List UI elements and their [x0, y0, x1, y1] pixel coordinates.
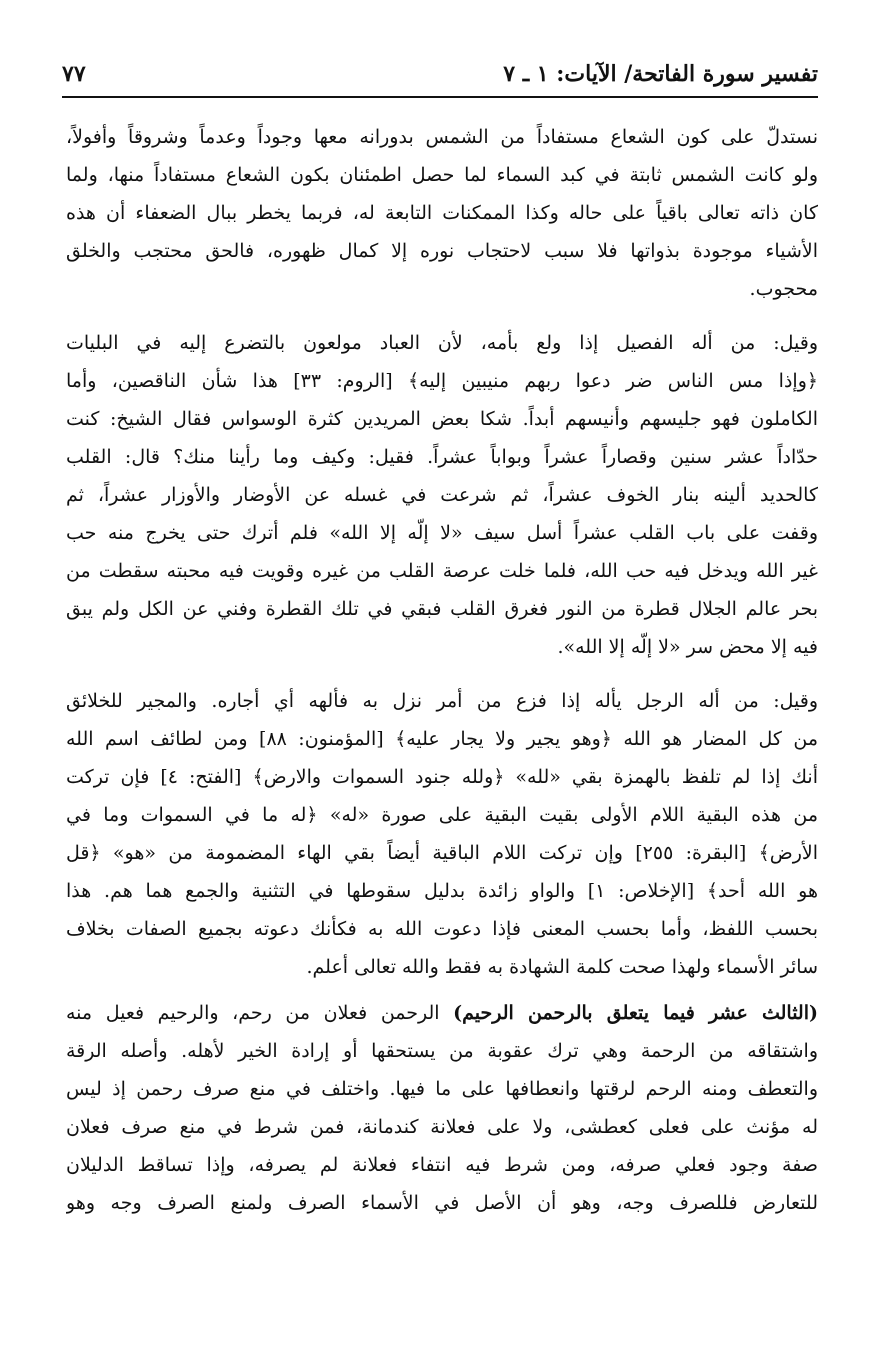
- paragraph-gap: [66, 666, 818, 682]
- text-line: من كل المضار هو الله ﴿وهو يجير ولا يجار عليه﴾ [المؤمنون: ٨٨] ومن لطائف اسم الله: [66, 728, 818, 750]
- paragraph-4: [66, 994, 818, 1222]
- text-line: من هذه البقية اللام الأولى بقيت البقية على صورة «له» ﴿له ما في السموات وما في: [66, 804, 818, 826]
- paragraph-2: [66, 324, 818, 666]
- text-line: هو الله أحد﴾ [الإخلاص: ١] والواو زائدة بدليل سقوطها في التثنية والجمع هما هم. هذا: [66, 880, 818, 902]
- text-line: الأشياء موجودة بذواتها فلا سبب لاحتجاب نوره إلا كمال ظهوره، فالحق محتجب والخلق: [66, 240, 818, 262]
- paragraph-gap: [66, 986, 818, 994]
- section-heading: (الثالث عشر فيما يتعلق بالرحمن الرحيم): [453, 1002, 818, 1024]
- text-line: حدّاداً عشر سنين وقصاراً عشراً وبواباً عشراً. فقيل: وكيف وما رأينا منك؟ قال: القلب: [66, 446, 818, 468]
- text-line: ﴿وإذا مس الناس ضر دعوا ربهم منيبين إليه﴾ [الروم: ٣٣] هذا شأن الناقصين، وأما: [66, 370, 818, 392]
- text-line: وقفت على باب القلب عشراً أسل سيف «لا إلّه إلا الله» فلم أترك حتى يخرج منه حب: [66, 522, 818, 544]
- text-line: الأرض﴾ [البقرة: ٢٥٥] وإن تركت اللام الباقية أيضاً بقي الهاء المضمومة من «هو» ﴿قل: [66, 842, 818, 864]
- heading-line-text: الرحمن فعلان من رحم، والرحيم فعيل منه: [66, 1002, 440, 1024]
- text-line: أنك إذا لم تلفظ بالهمزة بقي «لله» ﴿ولله جنود السموات والارض﴾ [الفتح: ٤] فإن تركت: [66, 766, 818, 788]
- text-line: كالحديد ألينه بنار الخوف عشراً، ثم شرعت في غسله عن الأوضار والأوزار عشراً، ثم: [66, 484, 818, 506]
- text-line: فيه إلا محض سر «لا إلّه إلا الله».: [557, 636, 818, 658]
- text-line: ولو كانت الشمس ثابتة في كبد السماء لما حصل اطمئنان بكون الشعاع مستفاداً منها، ولما: [66, 164, 818, 186]
- page-body: [66, 118, 818, 1222]
- paragraph-3: [66, 682, 818, 986]
- text-line: غير الله ويدخل فيه حب الله، فلما خلت عرصة القلب من غيره وقويت فيه محبته سقطت من: [66, 560, 818, 582]
- running-title: تفسير سورة الفاتحة/ الآيات: ١ ـ ٧: [503, 61, 818, 87]
- text-line: بحسب اللفظ، وأما بحسب المعنى فإذا دعوت الله به فكأنك دعوته بجميع الصفات بخلاف: [66, 918, 818, 940]
- text-line: [66, 994, 818, 1032]
- page-number: ٧٧: [62, 61, 86, 87]
- text-line: وقيل: من أله الفصيل إذا ولع بأمه، لأن العباد مولعون بالتضرع إليه في البليات: [66, 332, 818, 354]
- text-line: الكاملون فهو جليسهم وأنيسهم أبداً. شكا بعض المريدين كثرة الوسواس فقال الشيخ: كنت: [66, 408, 818, 430]
- header-rule: [62, 96, 818, 98]
- text-line: واشتقاقه من الرحمة وهي ترك عقوبة من يستحقها أو إرادة الخير لأهله. وأصله الرقة: [66, 1040, 818, 1062]
- paragraph-gap: [66, 308, 818, 324]
- text-line: كان ذاته تعالى باقياً على حاله وكذا الممكنات التابعة له، فربما يخطر ببال الضعفاء أن هذه: [66, 202, 818, 224]
- text-line: محجوب.: [749, 278, 818, 300]
- text-line: والتعطف ومنه الرحم لرقتها وانعطافها على ما فيها. واختلف في منع صرف رحمن إذ ليس: [66, 1078, 818, 1100]
- text-line: بحر عالم الجلال قطرة من النور فغرق القلب فبقي في تلك القطرة وفني عن الكل ولم يبق: [66, 598, 818, 620]
- text-line: سائر الأسماء ولهذا صحت كلمة الشهادة به فقط والله تعالى أعلم.: [306, 956, 818, 978]
- text-line: للتعارض فللصرف وجه، وهو أن الأصل في الأسماء الصرف ولمنع الصرف وجه وهو: [66, 1192, 818, 1214]
- text-line: نستدلّ على كون الشعاع مستفاداً من الشمس بدورانه معها وجوداً وعدماً وشروقاً وأفولاً،: [66, 126, 818, 148]
- text-line: صفة وجود فعلي صرفه، ومن شرط فيه انتفاء فعلانة لم يصرفه، وإذا تساقط الدليلان: [66, 1154, 818, 1176]
- text-line: له مؤنث على فعلى كعطشى، ولا على فعلانة كندمانة، فمن شرط في منع صرف فعلان: [66, 1116, 818, 1138]
- paragraph-1: [66, 118, 818, 308]
- text-line: وقيل: من أله الرجل يأله إذا فزع من أمر نزل به فألهه أي أجاره. والمجير للخلائق: [66, 690, 818, 712]
- page-header: [62, 54, 818, 94]
